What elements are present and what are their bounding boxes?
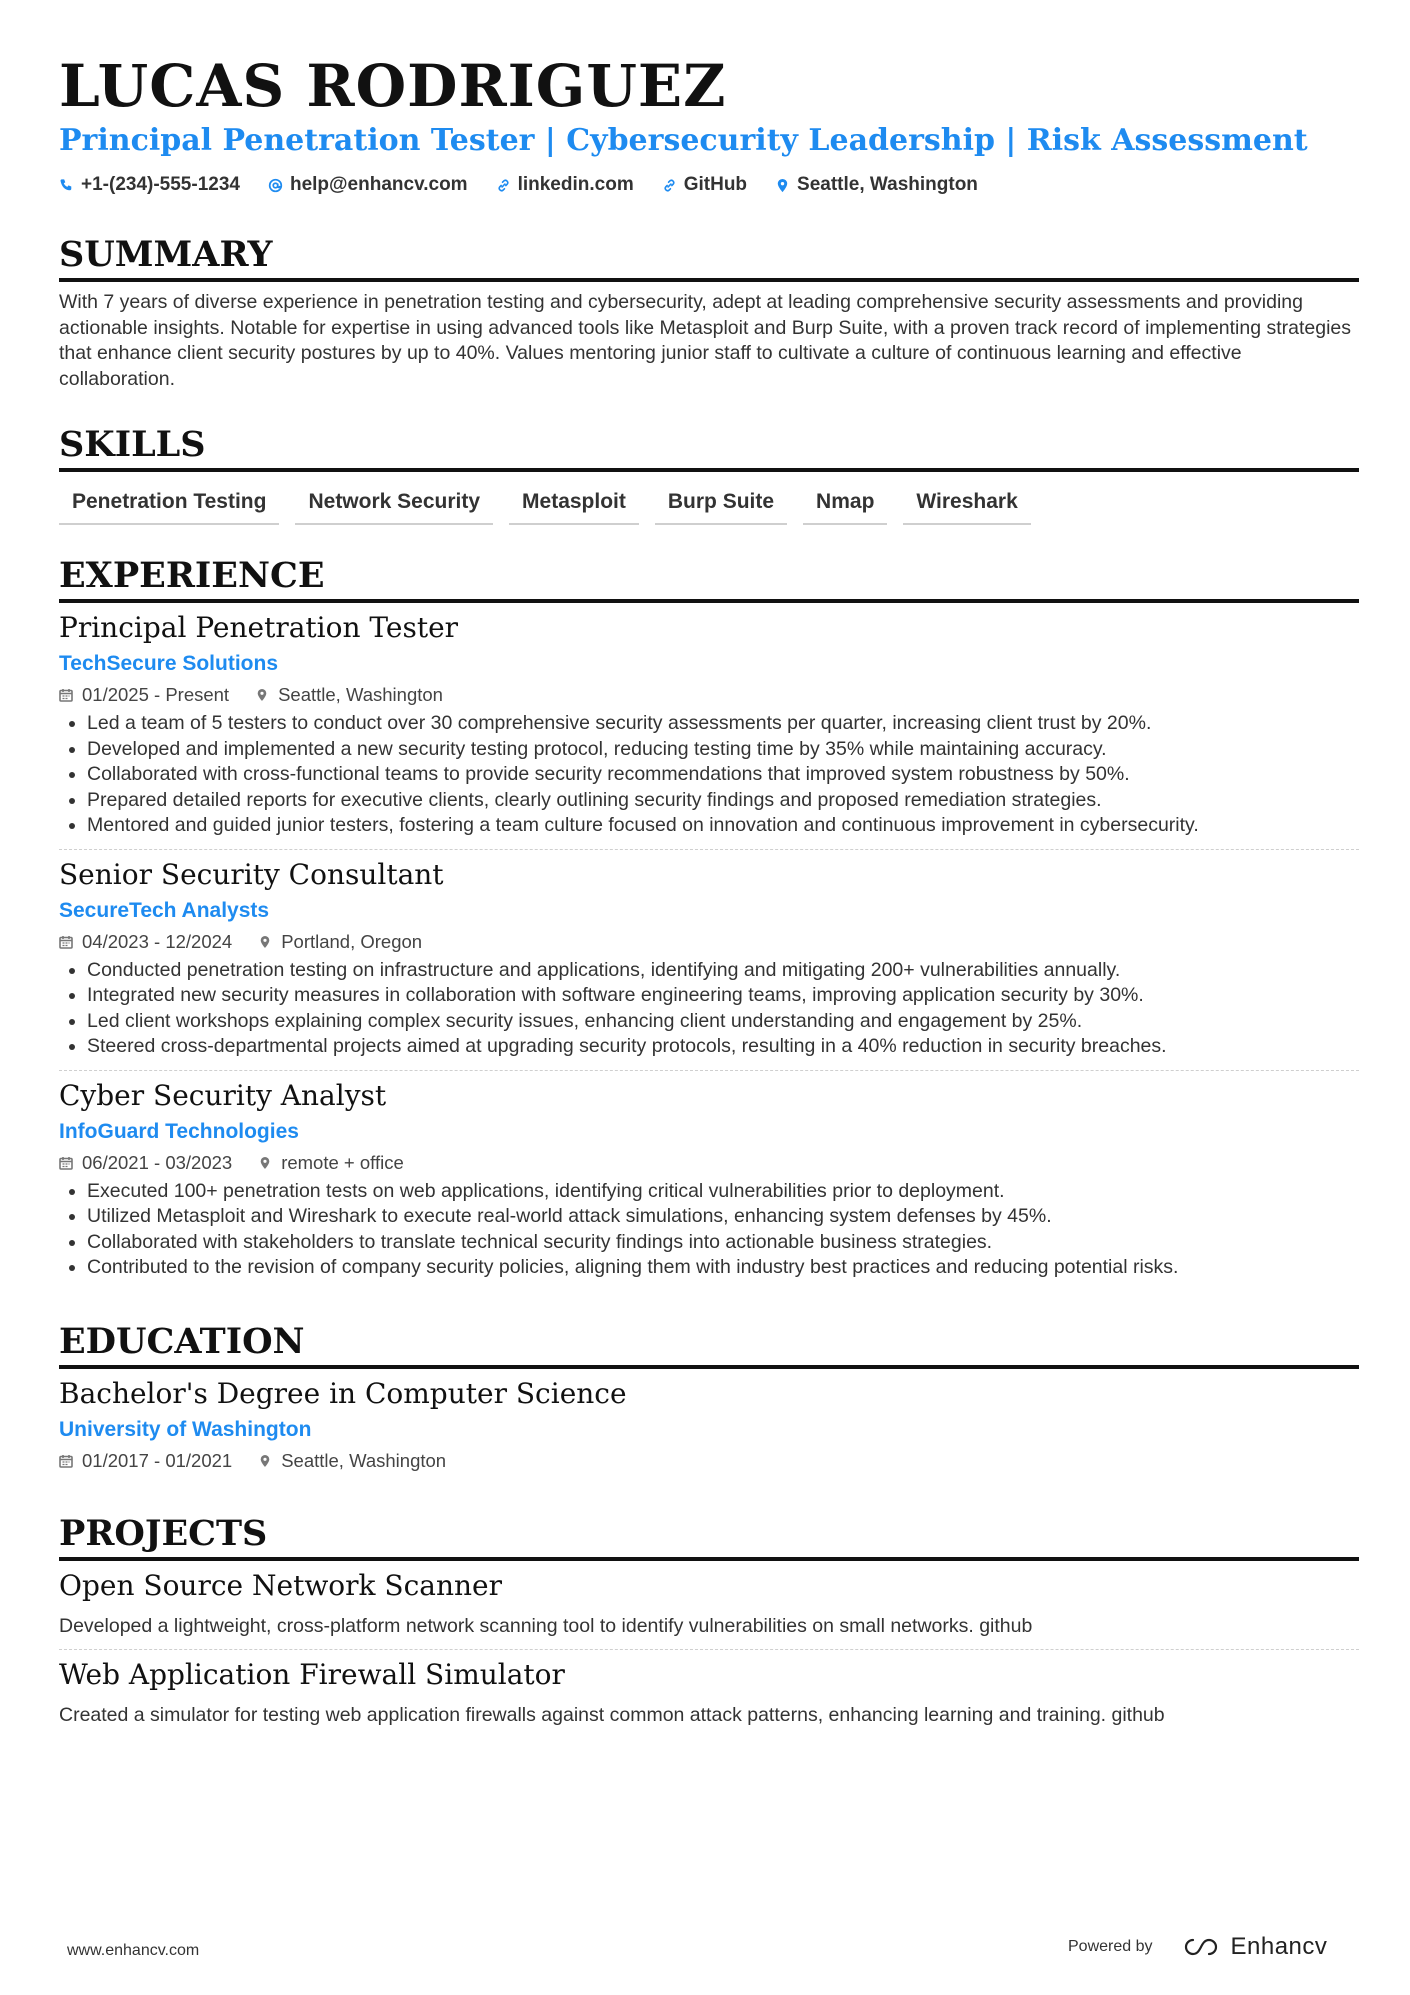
job-dates (59, 683, 229, 707)
job-title: Cyber Security Analyst (59, 1078, 387, 1112)
company-name: TechSecure Solutions (59, 652, 278, 675)
calendar-icon (59, 1156, 73, 1170)
candidate-name: LUCAS RODRIGUEZ (59, 52, 727, 120)
powered-by-label: Powered by (1068, 1938, 1153, 1955)
job-bullet: • Developed and implemented a new security testing protocol, reducing testing time by 35% while maintaining accuracy. (87, 737, 1359, 763)
project-description: Created a simulator for testing web application firewalls against common attack patterns, enhancing learning and training. github (59, 1703, 1165, 1726)
education-location (258, 1449, 446, 1473)
contact-email[interactable] (268, 174, 468, 196)
job-bullet: • Mentored and guided junior testers, fostering a team culture focused on innovation and continuous improvement in cybersecurity. (87, 813, 1359, 839)
job-entry (59, 609, 1359, 850)
job-entry (59, 1077, 1359, 1291)
projects-title: PROJECTS (59, 1513, 1359, 1561)
brand-name: Enhancv (1230, 1933, 1328, 1960)
education-title: EDUCATION (59, 1321, 1359, 1369)
skill-tag: Network Security (295, 486, 493, 525)
project-entry (59, 1561, 1359, 1650)
job-bullets (59, 1179, 1359, 1281)
skill-tag: Metasploit (509, 486, 639, 525)
dates-text: 01/2017 - 01/2021 (82, 1449, 233, 1471)
location-pin-icon (258, 935, 272, 949)
job-location (255, 683, 443, 707)
job-bullets (59, 958, 1359, 1060)
location-text: Seattle, Washington (797, 174, 978, 195)
contact-bar (59, 174, 1359, 196)
contact-linkedin[interactable] (496, 174, 634, 196)
skills-section (59, 424, 1359, 525)
job-bullet: • Collaborated with stakeholders to translate technical security findings into actionable business strategies. (87, 1230, 1359, 1256)
contact-location (775, 174, 978, 196)
project-title: Web Application Firewall Simulator (59, 1657, 565, 1691)
skill-tag: Nmap (803, 486, 887, 525)
contact-phone[interactable] (59, 174, 240, 196)
job-title: Principal Penetration Tester (59, 611, 459, 644)
phone-icon (59, 178, 74, 193)
job-bullet: • Integrated new security measures in collaboration with software engineering teams, improving application security by 30%. (87, 983, 1359, 1009)
job-meta (59, 683, 1359, 707)
education-meta (59, 1449, 1359, 1473)
link-icon (496, 178, 511, 193)
experience-section (59, 555, 1359, 1291)
job-dates (59, 1151, 232, 1175)
degree-title: Bachelor's Degree in Computer Science (59, 1376, 627, 1410)
job-entry (59, 856, 1359, 1071)
job-bullet: • Utilized Metasploit and Wireshark to execute real-world attack simulations, enhancing system defenses by 45%. (87, 1204, 1359, 1230)
education-entry (59, 1375, 1359, 1483)
job-bullet: • Steered cross-departmental projects aimed at upgrading security protocols, resulting in a 40% reduction in security breaches. (87, 1034, 1359, 1060)
job-location (258, 1151, 404, 1175)
footer-website[interactable]: www.enhancv.com (67, 1942, 200, 1959)
resume-page (59, 52, 1359, 1738)
skill-tag: Burp Suite (655, 486, 787, 525)
at-icon (268, 178, 283, 193)
contact-github[interactable] (662, 174, 747, 196)
summary-section (59, 234, 1359, 392)
job-bullet: • Executed 100+ penetration tests on web applications, identifying critical vulnerabilities prior to deployment. (87, 1179, 1359, 1205)
dates-text: 06/2021 - 03/2023 (82, 1151, 233, 1173)
job-bullet: • Prepared detailed reports for executive clients, clearly outlining security findings and proposed remediation strategies. (87, 788, 1359, 814)
project-entry (59, 1650, 1359, 1738)
summary-title: SUMMARY (59, 234, 1359, 282)
job-bullet: • Led client workshops explaining complex security issues, enhancing client understanding and engagement by 25%. (87, 1009, 1359, 1035)
skill-list (59, 486, 1359, 525)
job-location (258, 930, 422, 954)
summary-text: With 7 years of diverse experience in penetration testing and cybersecurity, adept at leading comprehensive security assessments and providing actionable insights. Notable for expertise in using advanced tools like Metasploit and Burp Suite, with a proven track record of implementing strategies that enhance client security postures by up to 40%. Values mentoring junior staff to cultivate a culture of continuous learning and effective collaboration. (59, 291, 1352, 390)
skill-tag: Wireshark (903, 486, 1030, 525)
education-dates (59, 1449, 232, 1473)
location-text: Portland, Oregon (281, 930, 423, 952)
location-text: Seattle, Washington (281, 1449, 447, 1471)
calendar-icon (59, 1454, 73, 1468)
company-name: InfoGuard Technologies (59, 1119, 299, 1143)
job-dates (59, 930, 232, 954)
job-bullet: • Collaborated with cross-functional teams to provide security recommendations that improved system robustness by 50%. (87, 762, 1359, 788)
github-text: GitHub (683, 174, 748, 195)
link-icon (662, 178, 677, 193)
footer-powered-by (1068, 1933, 1327, 1961)
company-name: SecureTech Analysts (59, 898, 270, 922)
project-description: Developed a lightweight, cross-platform network scanning tool to identify vulnerabilities on small networks. github (59, 1614, 1033, 1637)
location-text: remote + office (281, 1151, 404, 1173)
job-title: Senior Security Consultant (59, 857, 444, 891)
location-pin-icon (255, 688, 269, 702)
headline: Principal Penetration Tester | Cybersecurity Leadership | Risk Assessment (59, 123, 1308, 158)
location-text: Seattle, Washington (278, 684, 443, 705)
project-title: Open Source Network Scanner (59, 1568, 502, 1602)
job-bullet: • Led a team of 5 testers to conduct over 30 comprehensive security assessments per quarter, increasing client trust by 20%. (87, 711, 1359, 737)
job-bullets (59, 711, 1359, 839)
dates-text: 01/2025 - Present (82, 684, 230, 705)
experience-title: EXPERIENCE (59, 555, 1359, 603)
calendar-icon (59, 935, 73, 949)
dates-text: 04/2023 - 12/2024 (82, 930, 233, 952)
phone-text: +1-(234)-555-1234 (81, 174, 240, 195)
enhancv-logo[interactable] (1179, 1933, 1328, 1961)
email-text: help@enhancv.com (289, 174, 468, 195)
job-meta (59, 1151, 1359, 1175)
linkedin-text: linkedin.com (517, 174, 634, 195)
location-pin-icon (775, 178, 790, 193)
enhancv-logo-icon (1179, 1936, 1223, 1958)
job-meta (59, 930, 1359, 954)
projects-section (59, 1513, 1359, 1738)
skills-title: SKILLS (59, 424, 1359, 472)
location-pin-icon (258, 1454, 272, 1468)
job-bullet: • Conducted penetration testing on infrastructure and applications, identifying and mitigating 200+ vulnerabilities annually. (87, 958, 1359, 984)
school-name: University of Washington (59, 1417, 312, 1441)
job-bullet: • Contributed to the revision of company security policies, aligning them with industry best practices and reducing potential risks. (87, 1255, 1359, 1281)
location-pin-icon (258, 1156, 272, 1170)
education-section (59, 1321, 1359, 1483)
skill-tag: Penetration Testing (59, 486, 279, 525)
calendar-icon (59, 688, 73, 702)
